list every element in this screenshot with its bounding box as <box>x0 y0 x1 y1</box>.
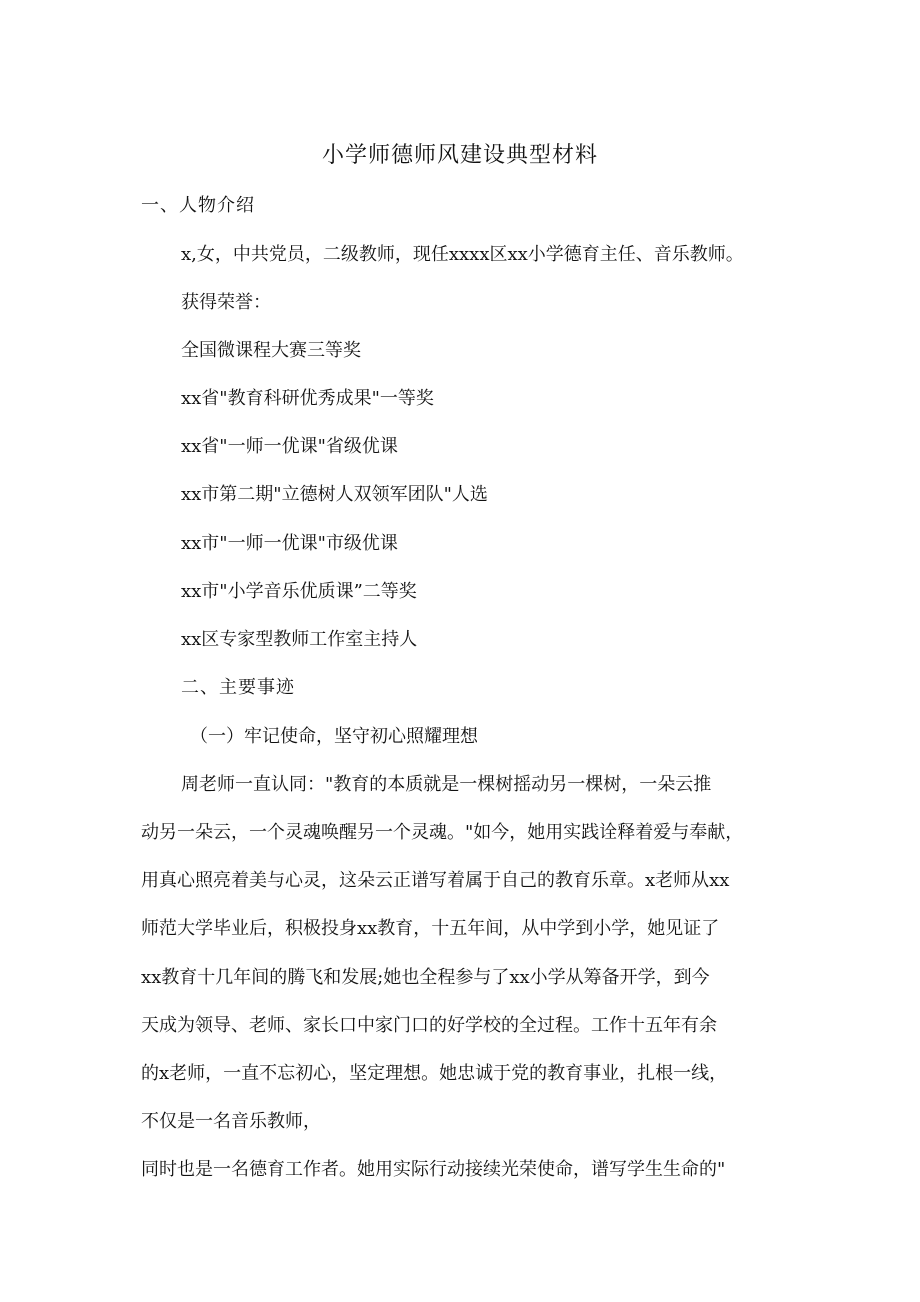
paragraph-line: 周老师一直认同："教育的本质就是一棵树摇动另一棵树，一朵云推 <box>181 774 712 795</box>
paragraph-line: 的x老师，一直不忘初心，坚定理想。她忠诚于党的教育事业，扎根一线， <box>141 1063 728 1084</box>
paragraph-line: 不仅是一名音乐教师， <box>141 1111 321 1132</box>
honor-item: xx省"教育科研优秀成果"一等奖 <box>181 388 434 409</box>
honors-label: 获得荣誉： <box>181 292 271 313</box>
honor-item: xx市"一师一优课"市级优课 <box>181 533 398 554</box>
paragraph-line: 天成为领导、老师、家长口中家门口的好学校的全过程。工作十五年有余 <box>141 1015 717 1036</box>
document-title: 小学师德师风建设典型材料 <box>321 143 598 168</box>
honor-item: xx市"小学音乐优质课”二等奖 <box>181 581 417 602</box>
honor-item: xx省"一师一优课"省级优课 <box>181 436 398 457</box>
paragraph-line: 同时也是一名德育工作者。她用实际行动接续光荣使命，谱写学生生命的" <box>141 1159 726 1180</box>
paragraph-line: xx教育十几年间的腾飞和发展;她也全程参与了xx小学从筹备开学，到今 <box>141 967 710 988</box>
honor-item: xx市第二期"立德树人双领军团队"人选 <box>181 484 488 505</box>
honor-item: xx区专家型教师工作室主持人 <box>181 629 418 650</box>
paragraph-line: 动另一朵云，一个灵魂唤醒另一个灵魂。"如今，她用实践诠释着爱与奉献， <box>141 822 744 843</box>
paragraph-line: 用真心照亮着美与心灵，这朵云正谱写着属于自己的教育乐章。x老师从xx <box>141 870 730 891</box>
section-heading-deeds: 二、主要事迹 <box>181 677 295 698</box>
subsection-heading-mission: （一）牢记使命，坚守初心照耀理想 <box>190 726 478 747</box>
section-heading-profile: 一、人物介绍 <box>141 195 255 216</box>
honor-item: 全国微课程大赛三等奖 <box>181 340 361 361</box>
intro-line: x,女，中共党员，二级教师，现任xxxx区xx小学德育主任、音乐教师。 <box>181 244 744 265</box>
paragraph-line: 师范大学毕业后，积极投身xx教育，十五年间，从中学到小学，她见证了 <box>141 918 720 939</box>
